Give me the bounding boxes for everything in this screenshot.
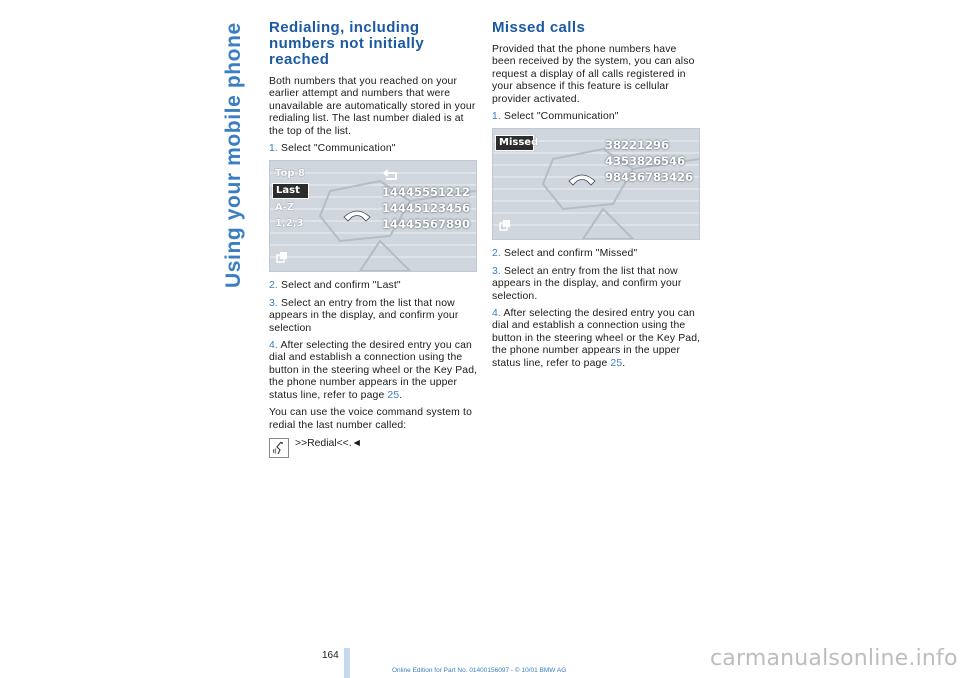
- redial-display-screenshot: [269, 160, 477, 272]
- missed-display-screenshot: [492, 128, 700, 240]
- step-text: Select "Communication": [281, 143, 396, 155]
- phone-handset-icon: [342, 205, 372, 227]
- step-text: Select an entry from the list that now appears in the display, and confirm your selection: [269, 297, 459, 334]
- redial-intro: Both numbers that you reached on your earlier attempt and numbers that were unavailable are automatically stored in your redialing list. The last number dialed is at the top of the list.: [269, 76, 476, 137]
- menu-item-123[interactable]: 1,2,3: [275, 218, 304, 230]
- step-text: Select and confirm "Missed": [504, 248, 638, 260]
- menu-item-last[interactable]: Last: [272, 183, 309, 199]
- menu-item-top8[interactable]: Top 8: [275, 168, 305, 180]
- step-text: Select and confirm "Last": [281, 280, 401, 292]
- step-number: 3.: [492, 265, 501, 277]
- page-number: 164: [322, 650, 339, 661]
- voice-command-text: >>Redial<<.◄: [295, 437, 362, 449]
- step-text: After selecting the desired entry you can dial and establish a connection using the button in the steering wheel or the Key Pad, the phone number appears in the upper status line, refer to page: [492, 308, 701, 369]
- page-number-bar: [344, 648, 350, 678]
- step-number: 2.: [492, 248, 501, 260]
- right-column: [492, 20, 702, 375]
- missed-menu: [495, 135, 539, 153]
- step-number: 2.: [269, 280, 278, 292]
- voice-command-row: [269, 438, 479, 458]
- missed-step-1: [492, 111, 702, 123]
- phone-handset-icon: [567, 169, 597, 191]
- redial-number-2[interactable]: 14445123456: [382, 201, 471, 216]
- menu-item-a-z[interactable]: A-Z: [275, 202, 295, 214]
- missed-step-3: [492, 266, 702, 303]
- step-text: Select an entry from the list that now appears in the display, and confirm your selection.: [492, 265, 682, 302]
- missed-step-4: [492, 308, 702, 370]
- step-end: .: [399, 389, 403, 401]
- missed-number-list: [605, 137, 693, 185]
- left-column: [269, 20, 479, 458]
- redial-step-3: [269, 298, 479, 335]
- back-arrow-icon: [382, 169, 400, 181]
- site-watermark: carmanualsonline.info: [710, 646, 958, 671]
- redial-number-1[interactable]: 14445551212: [382, 185, 471, 200]
- missed-number-2[interactable]: 4353826546: [605, 154, 686, 169]
- step-number: 1.: [269, 143, 278, 155]
- redial-number-3[interactable]: 14445567890: [382, 217, 471, 232]
- mode-switch-icon: [276, 251, 288, 263]
- redial-menu: [272, 167, 309, 233]
- page-link-25[interactable]: 25: [387, 389, 400, 401]
- step-text: Select "Communication": [504, 111, 619, 123]
- redial-number-list: [382, 184, 470, 232]
- step-number: 1.: [492, 111, 501, 123]
- step-end: .: [622, 357, 626, 369]
- page-link-25[interactable]: 25: [610, 357, 623, 369]
- voice-intro: You can use the voice command system to redial the last number called:: [269, 407, 472, 431]
- step-text: After selecting the desired entry you can dial and establish a connection using the button in the steering wheel or the Key Pad, the phone number appears in the upper status line, refer to page: [269, 340, 478, 401]
- redial-heading: Redialing, including numbers not initially reached: [269, 19, 425, 68]
- missed-intro: Provided that the phone numbers have been received by the system, you can also request a display of all calls registered in your absence if this feature is cellular provider activated.: [492, 44, 695, 105]
- footer-edition-note: Online Edition for Part No. 01400156097 - © 10/01 BMW AG: [392, 667, 567, 674]
- step-number: 4.: [492, 308, 501, 320]
- missed-number-3[interactable]: 98436783426: [605, 170, 694, 185]
- redial-step-2: [269, 280, 479, 292]
- side-section-title: Using your mobile phone: [222, 22, 245, 288]
- mode-switch-icon: [499, 219, 511, 231]
- missed-number-1[interactable]: 38221296: [605, 138, 670, 153]
- step-number: 3.: [269, 297, 278, 309]
- missed-step-2: [492, 248, 702, 260]
- missed-calls-heading: Missed calls: [492, 19, 586, 36]
- step-number: 4.: [269, 340, 278, 352]
- voice-command-icon: [269, 438, 289, 458]
- menu-item-missed[interactable]: Missed: [495, 135, 534, 151]
- redial-step-4: [269, 340, 479, 402]
- redial-step-1: [269, 143, 479, 155]
